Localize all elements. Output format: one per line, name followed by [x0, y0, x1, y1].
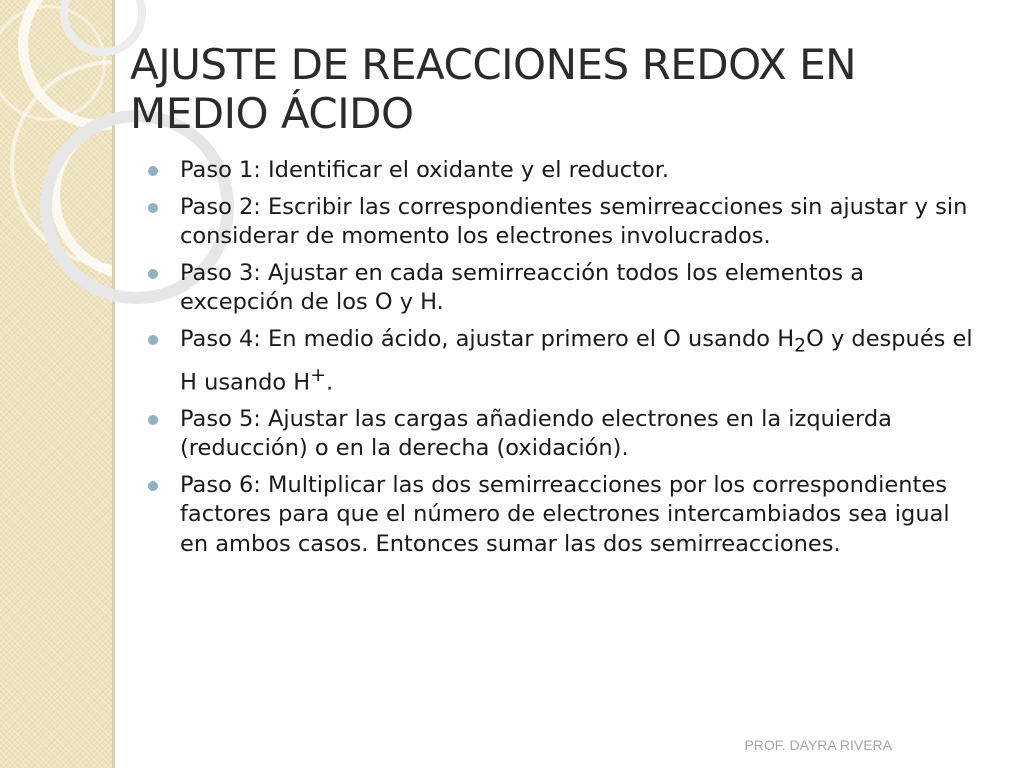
bullet-text: Paso 5: Ajustar las cargas añadiendo electrones en la izquierda (reducción) o en la derecha (oxidación). [180, 405, 892, 461]
bullet-list [148, 156, 978, 566]
bullet-dot-icon [148, 481, 158, 491]
bullet-item [148, 405, 978, 464]
bullet-text: Paso 6: Multiplicar las dos semirreacciones por los correspondientes factores para que el número de electrones intercambiados sea igual en ambos casos. Entonces sumar las dos semirreacciones. [180, 471, 950, 557]
bullet-text: Paso 2: Escribir las correspondientes semirreacciones sin ajustar y sin considerar de momento los electrones involucrados. [180, 193, 968, 249]
bullet-text-after: . [325, 369, 334, 395]
footer-author: PROF. DAYRA RIVERA [744, 737, 892, 753]
bullet-dot-icon [148, 415, 158, 425]
bullet-item [148, 471, 978, 560]
bullet-text-before: Paso 4: En medio ácido, ajustar primero el O usando H [180, 325, 795, 352]
slide-title: AJUSTE DE REACCIONES REDOX EN MEDIO ÁCIDO [130, 40, 857, 138]
bullet-dot-icon [148, 166, 158, 176]
bullet-text-middle: O y después el H usando H [180, 325, 973, 395]
subscript-two: 2 [794, 335, 807, 356]
decorative-sidebar [0, 0, 112, 768]
superscript-plus: + [310, 364, 326, 386]
bullet-item [148, 156, 978, 186]
bullet-item [148, 325, 978, 398]
bullet-dot-icon [148, 203, 158, 213]
bullet-item [148, 259, 978, 318]
bullet-text: Paso 1: Identificar el oxidante y el reductor. [180, 157, 670, 183]
bullet-dot-icon [148, 269, 158, 279]
bullet-dot-icon [148, 335, 158, 345]
bullet-item [148, 193, 978, 252]
bullet-text: Paso 3: Ajustar en cada semirreacción todos los elementos a excepción de los O y H. [180, 259, 865, 315]
